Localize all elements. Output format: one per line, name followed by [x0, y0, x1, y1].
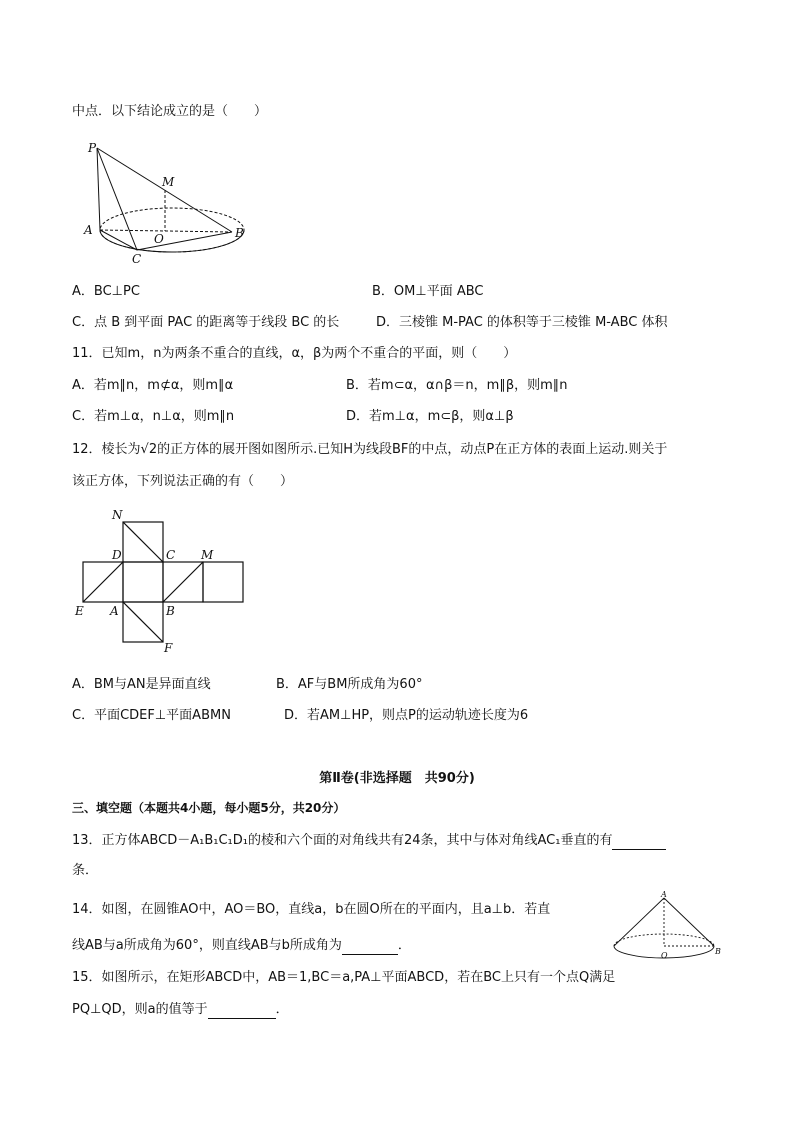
label-d: D: [112, 548, 122, 562]
q15-text: PQ⊥QD，则a的值等于: [72, 1002, 208, 1017]
pyramid-figure: [80, 140, 250, 265]
q11-stem: 11．已知m，n为两条不重合的直线，α，β为两个不重合的平面，则（ ）: [72, 346, 517, 361]
q11-option-d: D．若m⊥α，m⊂β，则α⊥β: [346, 409, 514, 424]
label-e: E: [75, 604, 84, 618]
label-o: O: [154, 232, 164, 246]
q12-option-a: A．BM与AN是异面直线: [72, 677, 211, 692]
q15-line1: 15．如图所示，在矩形ABCD中，AB＝1,BC＝a,PA⊥平面ABCD，若在BC上只有一个点Q满足: [72, 970, 616, 985]
q11-option-a: A．若m∥n，m⊄α，则m∥α: [72, 378, 234, 393]
q10-option-c: C．点 B 到平面 PAC 的距离等于线段 BC 的长: [72, 315, 340, 330]
label-b: B: [166, 604, 175, 618]
q10-option-d: D．三棱锥 M-PAC 的体积等于三棱锥 M-ABC 体积: [376, 315, 668, 330]
q12-option-d: D．若AM⊥HP，则点P的运动轨迹长度为6: [284, 708, 529, 723]
cube-net-figure: [72, 505, 252, 655]
section-title: 第Ⅱ卷(非选择题 共90分): [319, 771, 475, 786]
q11-option-b: B．若m⊂α，α∩β＝n，m∥β，则m∥n: [346, 378, 568, 393]
q14-line2: [72, 937, 411, 955]
q14-text: 线AB与a所成角为60°，则直线AB与b所成角为: [72, 938, 342, 953]
label-c: C: [166, 548, 176, 562]
q10-stem: 中点．以下结论成立的是（ ）: [72, 104, 268, 119]
section-subtitle: 三、填空题（本题共4小题，每小题5分，共20分）: [72, 801, 346, 815]
label-o: O: [661, 951, 668, 960]
q14-answer-blank: [342, 940, 398, 955]
q14-end: ．: [397, 938, 411, 953]
label-b: B: [715, 947, 721, 956]
q12-stem-line2: 该正方体，下列说法正确的有（ ）: [72, 474, 294, 489]
q13-text: 13．正方体ABCD－A₁B₁C₁D₁的棱和六个面的对角线共有24条，其中与体对角线AC₁垂直的有: [72, 833, 613, 848]
q10-option-b: B．OM⊥平面 ABC: [372, 284, 484, 299]
q13-answer-blank: [612, 835, 666, 850]
q13-line1: [72, 832, 666, 850]
label-c: C: [132, 252, 142, 265]
q11-option-c: C．若m⊥α，n⊥α，则m∥n: [72, 409, 235, 424]
label-a: A: [661, 890, 667, 899]
q12-option-c: C．平面CDEF⊥平面ABMN: [72, 708, 231, 723]
label-p: P: [88, 141, 97, 155]
label-a: A: [110, 604, 119, 618]
q12-stem-line1: 12．棱长为√2的正方体的展开图如图所示.已知H为线段BF的中点，动点P在正方体的表面上运动.则关于: [72, 442, 668, 457]
q10-option-a: A．BC⊥PC: [72, 284, 140, 299]
label-a: A: [84, 223, 93, 237]
label-b: B: [235, 226, 244, 240]
label-m: M: [201, 548, 214, 562]
q13-line2: 条．: [72, 863, 99, 878]
label-f: F: [164, 641, 173, 655]
cone-figure: [604, 888, 728, 964]
q14-line1: 14．如图，在圆锥AO中，AO＝BO，直线a，b在圆O所在的平面内，且a⊥b．若直: [72, 902, 551, 917]
q15-end: ．: [275, 1002, 289, 1017]
label-n: N: [112, 508, 123, 522]
label-m: M: [162, 175, 175, 189]
q12-option-b: B．AF与BM所成角为60°: [276, 677, 423, 692]
q15-answer-blank: [208, 1004, 276, 1019]
q15-line2: [72, 1001, 289, 1019]
